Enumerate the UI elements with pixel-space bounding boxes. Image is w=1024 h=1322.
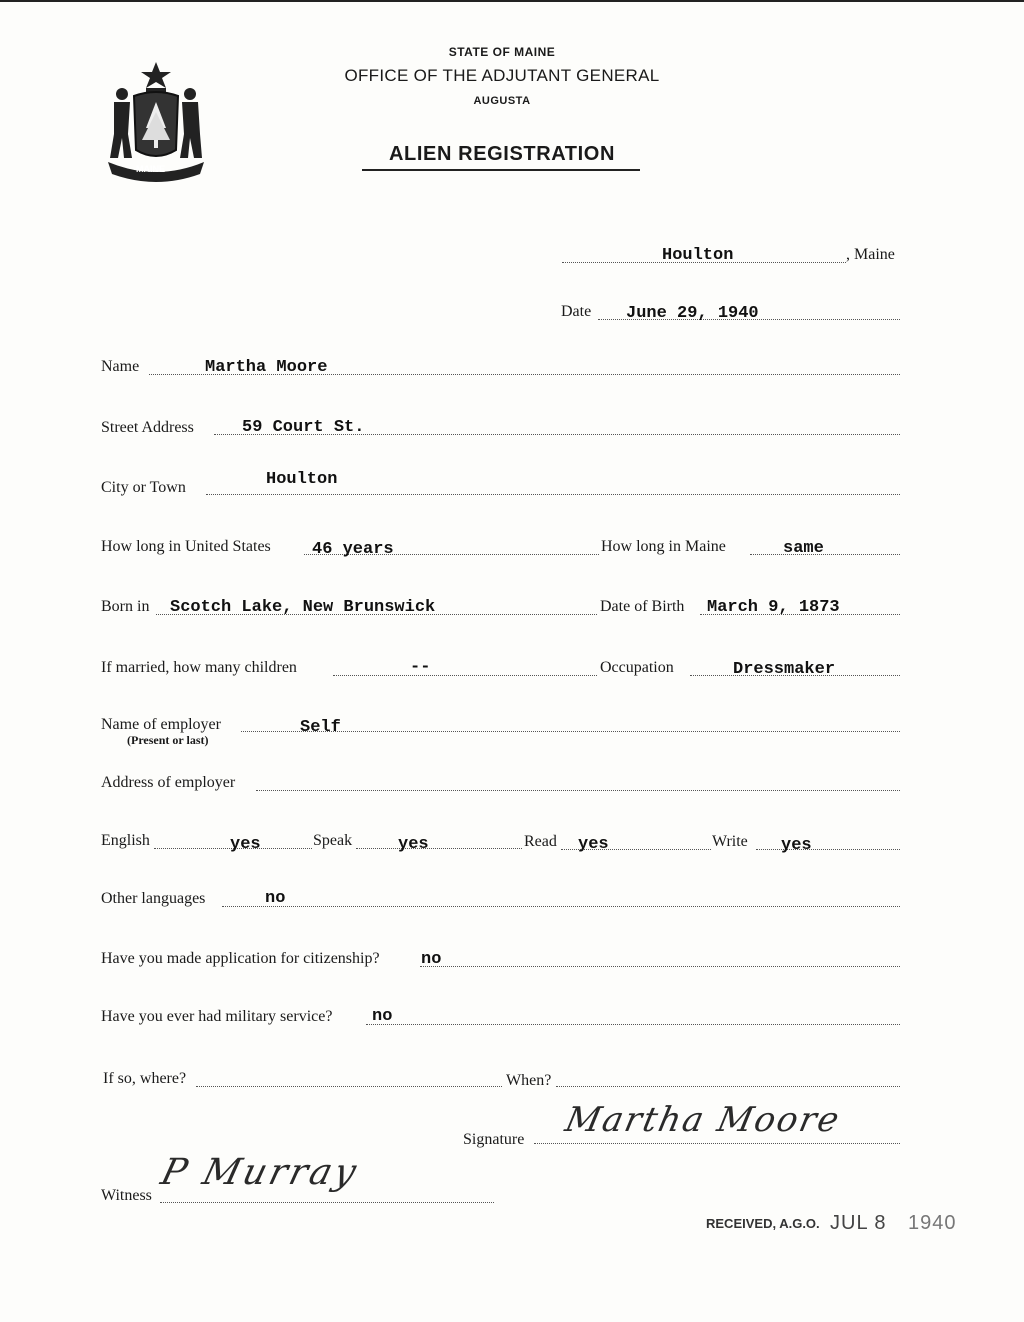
born-in-value: Scotch Lake, New Brunswick xyxy=(170,598,436,617)
state-heading: STATE OF MAINE xyxy=(448,45,556,59)
date-label: Date xyxy=(561,303,592,320)
received-stamp-text: RECEIVED, A.G.O. xyxy=(706,1216,820,1231)
read-value: yes xyxy=(578,835,609,854)
name-value: Martha Moore xyxy=(205,358,328,377)
how-long-maine-label: How long in Maine xyxy=(601,538,726,555)
other-languages-line xyxy=(222,906,900,907)
read-label: Read xyxy=(524,833,557,850)
citizenship-label: Have you made application for citizenship? xyxy=(101,950,380,967)
name-label: Name xyxy=(101,358,140,375)
witness-label: Witness xyxy=(101,1187,152,1204)
street-label: Street Address xyxy=(101,419,194,436)
military-line xyxy=(366,1024,900,1025)
employer-value: Self xyxy=(300,718,341,737)
how-long-maine-line xyxy=(750,554,900,555)
children-label: If married, how many children xyxy=(101,659,297,676)
city-line xyxy=(206,494,900,495)
title-underline xyxy=(362,169,640,171)
signature-label: Signature xyxy=(463,1131,525,1148)
employer-sublabel: (Present or last) xyxy=(127,733,209,747)
city-value: Houlton xyxy=(266,470,338,489)
place-value: Houlton xyxy=(662,246,734,265)
where-label: If so, where? xyxy=(103,1070,187,1087)
write-line xyxy=(756,849,900,850)
witness-value: P Murray xyxy=(156,1152,364,1193)
top-border xyxy=(0,0,1024,2)
how-long-maine-value: same xyxy=(783,539,824,558)
received-stamp-date: JUL 8 xyxy=(830,1212,887,1234)
received-stamp-year: 1940 xyxy=(908,1212,957,1234)
children-value: -- xyxy=(410,658,431,677)
city-label: City or Town xyxy=(101,479,186,496)
witness-line xyxy=(160,1202,494,1203)
english-label: English xyxy=(101,832,150,849)
citizenship-line xyxy=(420,966,900,967)
seal-banner-text: MAINE xyxy=(136,164,165,174)
when-line xyxy=(556,1086,900,1087)
dob-value: March 9, 1873 xyxy=(707,598,840,617)
where-line xyxy=(196,1086,502,1087)
how-long-us-label: How long in United States xyxy=(101,538,271,555)
signature-line xyxy=(534,1143,900,1144)
signature-value: Martha Moore xyxy=(561,1100,845,1140)
occupation-value: Dressmaker xyxy=(733,660,836,679)
office-heading: OFFICE OF THE ADJUTANT GENERAL xyxy=(344,66,660,85)
citizenship-value: no xyxy=(421,950,442,969)
children-line xyxy=(333,675,597,676)
how-long-us-value: 46 years xyxy=(312,540,394,559)
when-label: When? xyxy=(506,1072,552,1089)
other-languages-label: Other languages xyxy=(101,890,206,907)
other-languages-value: no xyxy=(265,889,286,908)
city-heading: AUGUSTA xyxy=(473,95,531,107)
military-value: no xyxy=(372,1007,393,1026)
street-value: 59 Court St. xyxy=(242,418,365,437)
born-in-label: Born in xyxy=(101,598,150,615)
speak-label: Speak xyxy=(313,832,353,849)
military-label: Have you ever had military service? xyxy=(101,1008,333,1025)
employer-address-line xyxy=(256,790,900,791)
speak-line xyxy=(356,848,522,849)
dob-label: Date of Birth xyxy=(600,598,685,615)
occupation-label: Occupation xyxy=(600,659,674,676)
form-title: ALIEN REGISTRATION xyxy=(389,143,615,165)
speak-value: yes xyxy=(398,835,429,854)
place-suffix: , Maine xyxy=(846,246,895,263)
employer-label: Name of employer xyxy=(101,716,221,733)
employer-address-label: Address of employer xyxy=(101,774,236,791)
english-value: yes xyxy=(230,835,261,854)
date-value: June 29, 1940 xyxy=(626,304,759,323)
write-value: yes xyxy=(781,836,812,855)
write-label: Write xyxy=(712,833,748,850)
